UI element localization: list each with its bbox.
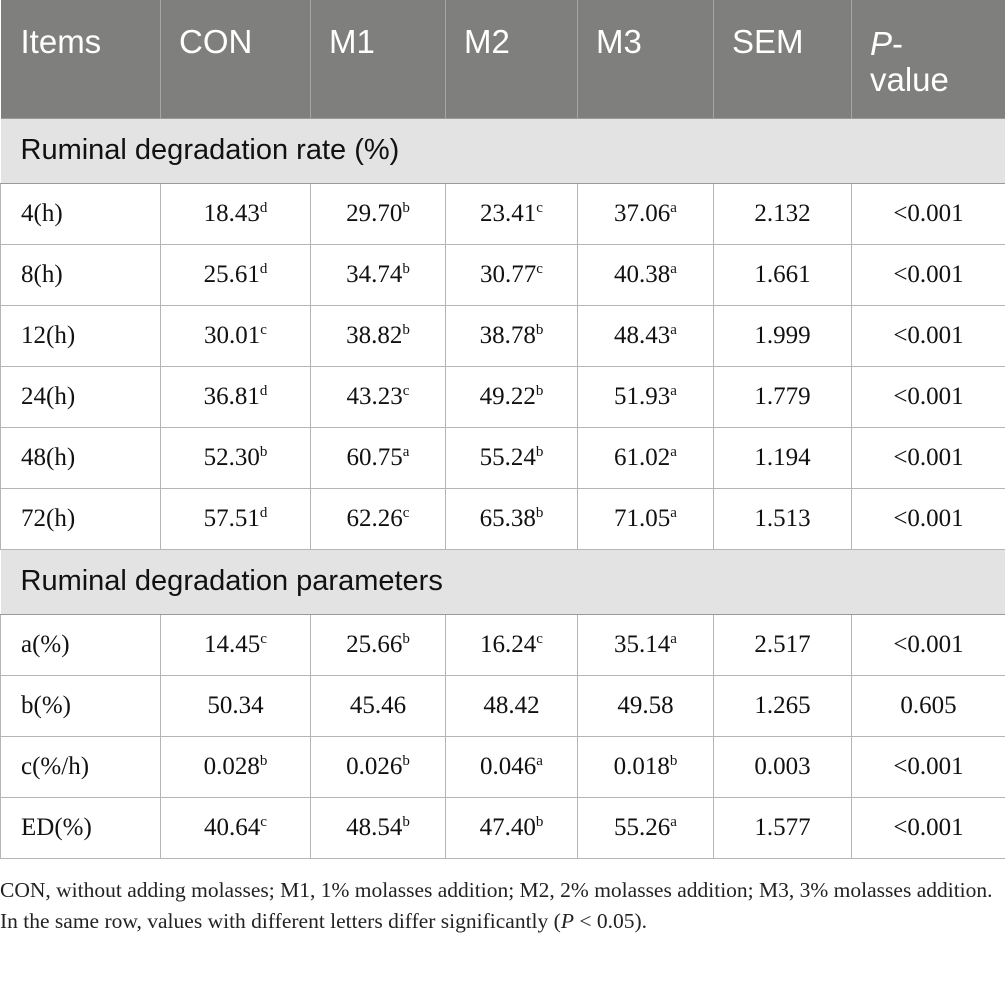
cell-value: 0.026	[346, 752, 403, 780]
cell-m3	[578, 305, 714, 366]
cell-m2	[446, 614, 578, 675]
cell-value: 43.23	[346, 382, 403, 410]
header-pvalue-line2: value	[870, 61, 949, 98]
section-header	[1, 549, 1005, 614]
cell-m2	[446, 427, 578, 488]
header-sem: SEM	[714, 0, 852, 118]
cell-con	[161, 305, 311, 366]
cell-sem: 1.577	[714, 797, 852, 858]
significance-letter: b	[259, 443, 268, 460]
cell-value: 35.14	[614, 630, 671, 658]
significance-letter: c	[260, 630, 267, 647]
cell-sem: 2.517	[714, 614, 852, 675]
significance-letter: a	[670, 199, 677, 216]
significance-letter: c	[402, 382, 410, 399]
cell-value: 34.74	[346, 260, 403, 288]
table-row	[1, 366, 1005, 427]
cell-sem: 1.999	[714, 305, 852, 366]
cell-value: 45.46	[349, 691, 407, 719]
cell-m2	[446, 183, 578, 244]
cell-con	[161, 797, 311, 858]
cell-value: 29.70	[346, 199, 403, 227]
significance-letter: b	[535, 382, 544, 399]
cell-m1	[311, 244, 446, 305]
cell-sem: 1.265	[714, 675, 852, 736]
cell-value: 49.58	[617, 691, 674, 719]
cell-pvalue: <0.001	[852, 366, 1005, 427]
significance-letter: d	[259, 260, 268, 277]
header-m3: M3	[578, 0, 714, 118]
cell-m1	[311, 366, 446, 427]
header-items: Items	[20, 23, 102, 60]
cell-value: 0.018	[613, 752, 670, 780]
cell-m2	[446, 244, 578, 305]
significance-letter: b	[402, 321, 410, 338]
header-pvalue	[852, 0, 1005, 118]
cell-pvalue: <0.001	[852, 183, 1005, 244]
cell-m3	[578, 427, 714, 488]
significance-letter: d	[259, 382, 268, 399]
header-m2: M2	[446, 0, 578, 118]
cell-value: 25.61	[203, 260, 260, 288]
section-header	[1, 118, 1005, 183]
cell-pvalue: <0.001	[852, 736, 1005, 797]
cell-item: 12(h)	[1, 305, 161, 366]
cell-pvalue: <0.001	[852, 305, 1005, 366]
significance-letter: b	[402, 752, 410, 769]
significance-letter: a	[670, 321, 677, 338]
cell-m2	[446, 366, 578, 427]
significance-letter: c	[536, 199, 543, 216]
significance-letter: c	[260, 813, 267, 830]
header-pvalue-dash: -	[892, 25, 904, 62]
significance-letter: c	[260, 321, 267, 338]
table-row	[1, 305, 1005, 366]
significance-letter: a	[670, 260, 677, 277]
cell-value: 61.02	[614, 443, 671, 471]
cell-value: 14.45	[204, 630, 261, 658]
significance-letter: b	[402, 260, 410, 277]
cell-m3	[578, 244, 714, 305]
cell-m1	[311, 614, 446, 675]
cell-value: 55.26	[614, 813, 671, 841]
cell-item: 48(h)	[1, 427, 161, 488]
table-header	[1, 0, 1005, 118]
cell-m3	[578, 675, 714, 736]
cell-sem: 0.003	[714, 736, 852, 797]
cell-m1	[311, 183, 446, 244]
cell-m3	[578, 366, 714, 427]
significance-letter: a	[670, 443, 677, 460]
cell-m2	[446, 797, 578, 858]
cell-value: 23.41	[480, 199, 537, 227]
significance-letter: b	[402, 199, 410, 216]
cell-pvalue: <0.001	[852, 427, 1005, 488]
cell-con	[161, 614, 311, 675]
cell-con	[161, 488, 311, 549]
cell-sem: 1.194	[714, 427, 852, 488]
significance-letter: b	[535, 443, 544, 460]
cell-value: 0.046	[480, 752, 537, 780]
table-row	[1, 244, 1005, 305]
cell-sem: 1.779	[714, 366, 852, 427]
table-row	[1, 797, 1005, 858]
cell-value: 60.75	[346, 443, 403, 471]
cell-value: 52.30	[203, 443, 260, 471]
section-title: Ruminal degradation parameters	[1, 549, 1005, 614]
significance-letter: d	[259, 199, 268, 216]
cell-value: 37.06	[614, 199, 671, 227]
cell-m2	[446, 488, 578, 549]
cell-m3	[578, 614, 714, 675]
cell-value: 30.77	[480, 260, 537, 288]
cell-m3	[578, 797, 714, 858]
cell-value: 65.38	[479, 504, 536, 532]
significance-letter: c	[536, 260, 543, 277]
cell-pvalue: <0.001	[852, 797, 1005, 858]
footnotes	[0, 876, 1000, 936]
cell-m2	[446, 736, 578, 797]
cell-m3	[578, 488, 714, 549]
footnote-abbreviations: CON, without adding molasses; M1, 1% molasses addition; M2, 2% molasses addition; M3, 3% molasses addition.	[0, 878, 993, 902]
cell-value: 25.66	[346, 630, 403, 658]
cell-con	[161, 366, 311, 427]
significance-letter: b	[259, 752, 268, 769]
significance-letter: c	[402, 504, 410, 521]
header-m1: M1	[311, 0, 446, 118]
significance-letter: c	[536, 630, 543, 647]
footnote-significance-p: P	[560, 909, 574, 933]
cell-item: a(%)	[1, 614, 161, 675]
cell-sem: 1.513	[714, 488, 852, 549]
cell-value: 47.40	[479, 813, 536, 841]
cell-value: 50.34	[207, 691, 264, 719]
footnote-significance	[0, 907, 1000, 936]
significance-letter: a	[402, 443, 410, 460]
cell-value: 18.43	[203, 199, 260, 227]
cell-item: 72(h)	[1, 488, 161, 549]
cell-item: ED(%)	[1, 797, 161, 858]
cell-value: 48.43	[614, 321, 671, 349]
cell-value: 71.05	[614, 504, 671, 532]
significance-letter: b	[402, 630, 410, 647]
cell-m1	[311, 797, 446, 858]
significance-letter: b	[669, 752, 678, 769]
cell-con	[161, 675, 311, 736]
cell-item: b(%)	[1, 675, 161, 736]
table-row	[1, 488, 1005, 549]
table-row	[1, 675, 1005, 736]
section-title: Ruminal degradation rate (%)	[1, 118, 1005, 183]
significance-letter: b	[535, 504, 544, 521]
significance-letter: a	[670, 630, 677, 647]
cell-value: 38.78	[479, 321, 536, 349]
cell-value: 55.24	[479, 443, 536, 471]
table-row	[1, 183, 1005, 244]
cell-m1	[311, 675, 446, 736]
cell-m3	[578, 736, 714, 797]
cell-value: 36.81	[203, 382, 260, 410]
cell-value: 49.22	[479, 382, 536, 410]
cell-item: 24(h)	[1, 366, 161, 427]
cell-pvalue: 0.605	[852, 675, 1005, 736]
cell-con	[161, 244, 311, 305]
significance-letter: a	[670, 813, 677, 830]
cell-con	[161, 183, 311, 244]
significance-letter: d	[259, 504, 268, 521]
cell-value: 62.26	[346, 504, 403, 532]
cell-item: c(%/h)	[1, 736, 161, 797]
cell-value: 48.42	[483, 691, 540, 719]
significance-letter: b	[535, 321, 544, 338]
cell-value: 48.54	[346, 813, 403, 841]
cell-sem: 1.661	[714, 244, 852, 305]
significance-letter: b	[535, 813, 544, 830]
header-con: CON	[161, 0, 311, 118]
significance-letter: a	[536, 752, 543, 769]
cell-m1	[311, 305, 446, 366]
table-row	[1, 614, 1005, 675]
significance-letter: a	[670, 504, 677, 521]
cell-m2	[446, 305, 578, 366]
cell-m1	[311, 736, 446, 797]
footnote-significance-post: < 0.05).	[573, 909, 648, 933]
cell-value: 38.82	[346, 321, 403, 349]
cell-value: 57.51	[203, 504, 260, 532]
cell-sem: 2.132	[714, 183, 852, 244]
cell-item: 4(h)	[1, 183, 161, 244]
cell-con	[161, 736, 311, 797]
significance-letter: b	[402, 813, 410, 830]
cell-m3	[578, 183, 714, 244]
cell-value: 0.028	[203, 752, 260, 780]
cell-m2	[446, 675, 578, 736]
cell-m1	[311, 488, 446, 549]
cell-pvalue: <0.001	[852, 614, 1005, 675]
footnote-significance-pre: In the same row, values with different letters differ significantly (	[0, 909, 561, 933]
cell-item: 8(h)	[1, 244, 161, 305]
cell-pvalue: <0.001	[852, 488, 1005, 549]
table-body	[1, 118, 1005, 858]
significance-letter: a	[670, 382, 677, 399]
table-row	[1, 736, 1005, 797]
cell-value: 51.93	[614, 382, 671, 410]
cell-value: 16.24	[480, 630, 537, 658]
cell-value: 30.01	[204, 321, 261, 349]
cell-value: 40.38	[614, 260, 671, 288]
cell-value: 40.64	[204, 813, 261, 841]
cell-pvalue: <0.001	[852, 244, 1005, 305]
cell-m1	[311, 427, 446, 488]
cell-con	[161, 427, 311, 488]
table-row	[1, 427, 1005, 488]
header-pvalue-p: P	[870, 25, 893, 62]
